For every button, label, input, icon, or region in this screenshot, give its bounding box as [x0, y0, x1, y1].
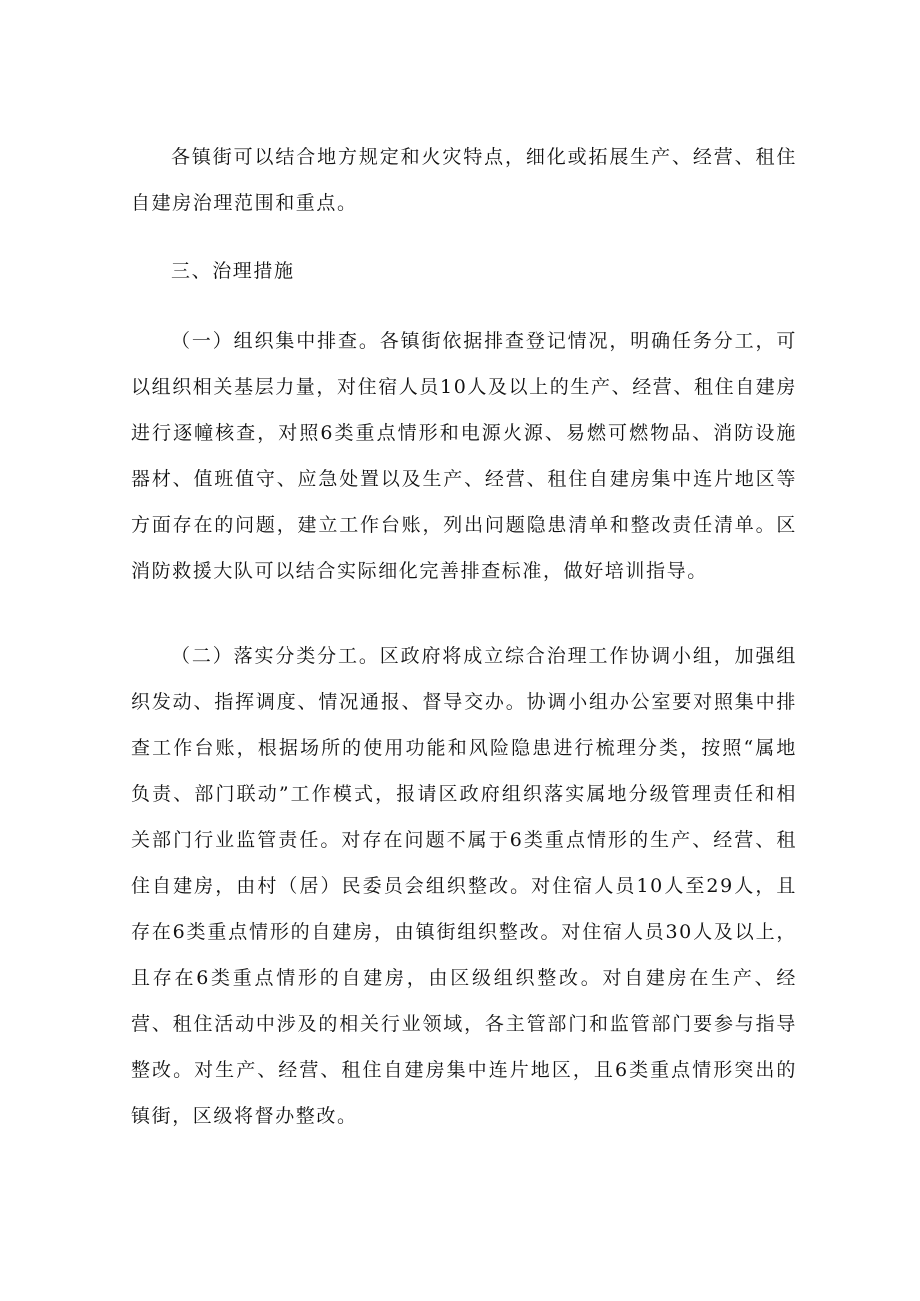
- paragraph-centralized-inspection: （一）组织集中排查。各镇街依据排查登记情况，明确任务分工，可以组织相关基层力量，对住宿人员10人及以上的生产、经营、租住自建房进行逐幢核查，对照6类重点情形和电源火源、易燃可燃物品、消防设施器材、值班值守、应急处置以及生产、经营、租住自建房集中连片地区等方面存在的问题，建立工作台账，列出问题隐患清单和整改责任清单。区消防救援大队可以结合实际细化完善排查标准，做好培训指导。: [131, 330, 797, 582]
- section-heading-measures: 三、治理措施: [171, 260, 295, 282]
- paragraph-scope: 各镇街可以结合地方规定和火灾特点，细化或拓展生产、经营、租住自建房治理范围和重点。: [131, 146, 797, 214]
- paragraph-classification-division: （二）落实分类分工。区政府将成立综合治理工作协调小组，加强组织发动、指挥调度、情况通报、督导交办。协调小组办公室要对照集中排查工作台账，根据场所的使用功能和风险隐患进行梳理分类，按照“属地负责、部门联动”工作模式，报请区政府组织落实属地分级管理责任和相关部门行业监管责任。对存在问题不属于6类重点情形的生产、经营、租住自建房，由村（居）民委员会组织整改。对住宿人员10人至29人，且存在6类重点情形的自建房，由镇街组织整改。对住宿人员30人及以上，且存在6类重点情形的自建房，由区级组织整改。对自建房在生产、经营、租住活动中涉及的相关行业领域，各主管部门和监管部门要参与指导整改。对生产、经营、租住自建房集中连片地区，且6类重点情形突出的镇街，区级将督办整改。: [131, 645, 797, 1127]
